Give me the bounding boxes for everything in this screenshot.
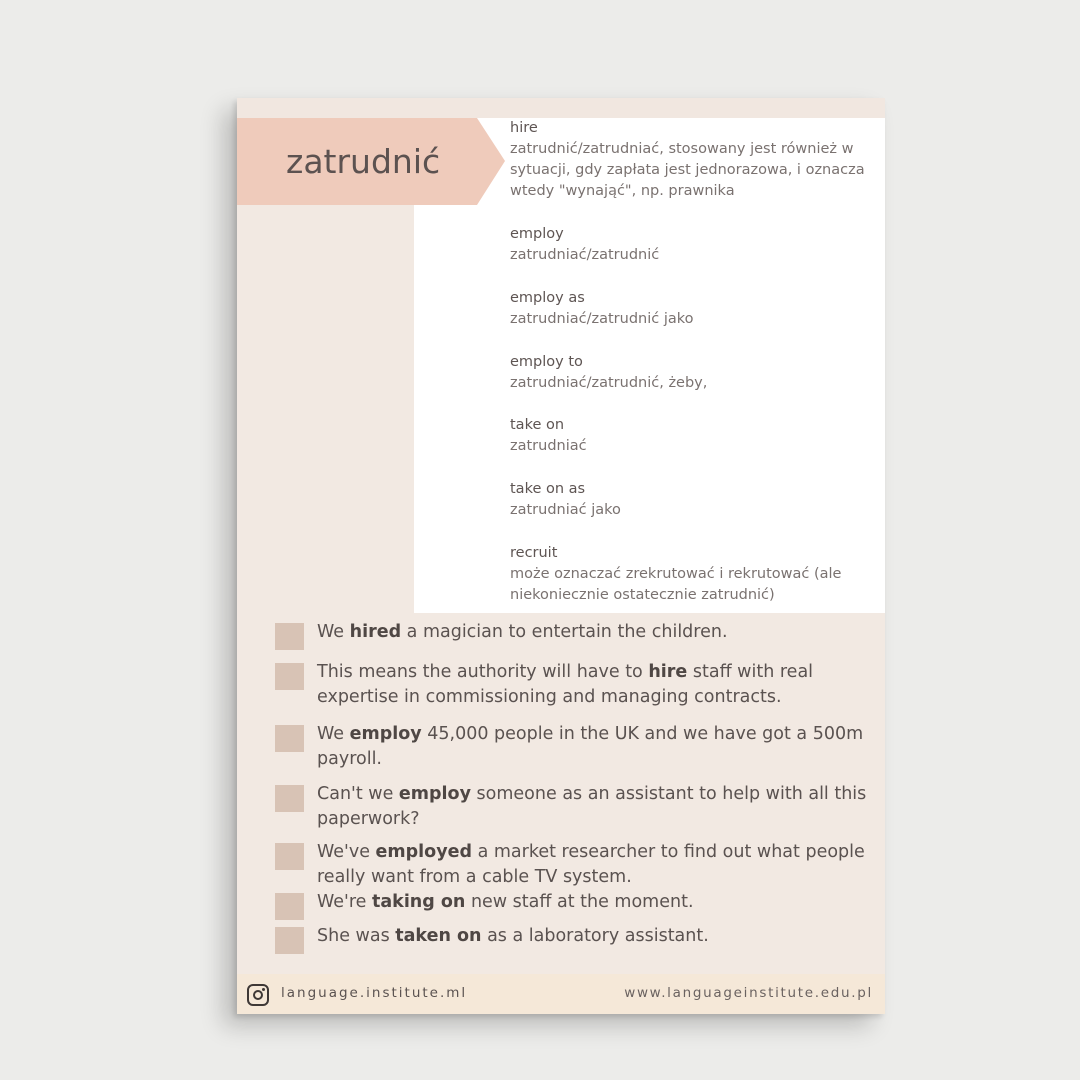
definition-item <box>510 543 878 606</box>
example-text: She was taken on as a laboratory assistant. <box>317 926 709 946</box>
definition-term: take on as <box>510 481 586 497</box>
highlighted-word: hire <box>648 662 688 682</box>
definition-item <box>510 224 878 266</box>
highlighted-word: hired <box>349 622 402 642</box>
example-text: Can't we employ someone as an assistant to help with all this paperwork? <box>317 784 867 829</box>
word-title: zatrudnić <box>286 142 441 181</box>
footer <box>237 974 885 1014</box>
definition-term: employ <box>510 226 564 242</box>
definition-term: employ to <box>510 354 583 370</box>
example-checkbox[interactable] <box>275 785 304 812</box>
example-checkbox[interactable] <box>275 725 304 752</box>
example-text: We employ 45,000 people in the UK and we have got a 500m payroll. <box>317 724 864 769</box>
definition-meaning: zatrudniać jako <box>510 502 621 518</box>
instagram-handle[interactable]: language.institute.ml <box>281 985 468 1001</box>
highlighted-word: employ <box>398 784 471 804</box>
definition-meaning: zatrudniać/zatrudnić <box>510 247 660 263</box>
definition-item <box>510 352 878 394</box>
example-checkbox[interactable] <box>275 623 304 650</box>
instagram-dot <box>262 988 265 991</box>
definition-term: take on <box>510 417 565 433</box>
top-strip <box>237 98 885 118</box>
example-text: We've employed a market researcher to find out what people really want from a cable TV system. <box>317 842 865 887</box>
definition-term: hire <box>510 120 538 136</box>
highlighted-word: taken on <box>395 926 482 946</box>
definition-meaning: zatrudniać/zatrudnić, żeby, <box>510 375 708 391</box>
example-checkbox[interactable] <box>275 927 304 954</box>
definition-meaning: zatrudniać <box>510 438 587 454</box>
definition-term: recruit <box>510 545 558 561</box>
highlighted-word: employ <box>349 724 422 744</box>
instagram-lens <box>253 990 263 1000</box>
highlighted-word: employed <box>375 842 473 862</box>
example-text: This means the authority will have to hire staff with real expertise in commissioning and managing contracts. <box>317 662 814 707</box>
definition-meaning: może oznaczać zrekrutować i rekrutować (ale niekoniecznie ostatecznie zatrudnić) <box>510 566 842 603</box>
example-checkbox[interactable] <box>275 893 304 920</box>
highlighted-word: taking on <box>372 892 466 912</box>
example-text: We're taking on new staff at the moment. <box>317 892 694 912</box>
flashcard <box>237 98 885 1014</box>
definition-item <box>510 479 878 521</box>
definition-item <box>510 118 878 202</box>
website-link[interactable]: www.languageinstitute.edu.pl <box>624 985 873 1001</box>
definition-meaning: zatrudnić/zatrudniać, stosowany jest również w sytuacji, gdy zapłata jest jednorazowa, i oznacza wtedy "wynająć", np. prawnika <box>510 141 865 199</box>
definition-meaning: zatrudniać/zatrudnić jako <box>510 311 694 327</box>
example-checkbox[interactable] <box>275 843 304 870</box>
definition-item <box>510 415 878 457</box>
example-checkbox[interactable] <box>275 663 304 690</box>
instagram-icon[interactable] <box>247 984 269 1006</box>
definition-term: employ as <box>510 290 585 306</box>
example-text: We hired a magician to entertain the children. <box>317 622 728 642</box>
definition-item <box>510 288 878 330</box>
